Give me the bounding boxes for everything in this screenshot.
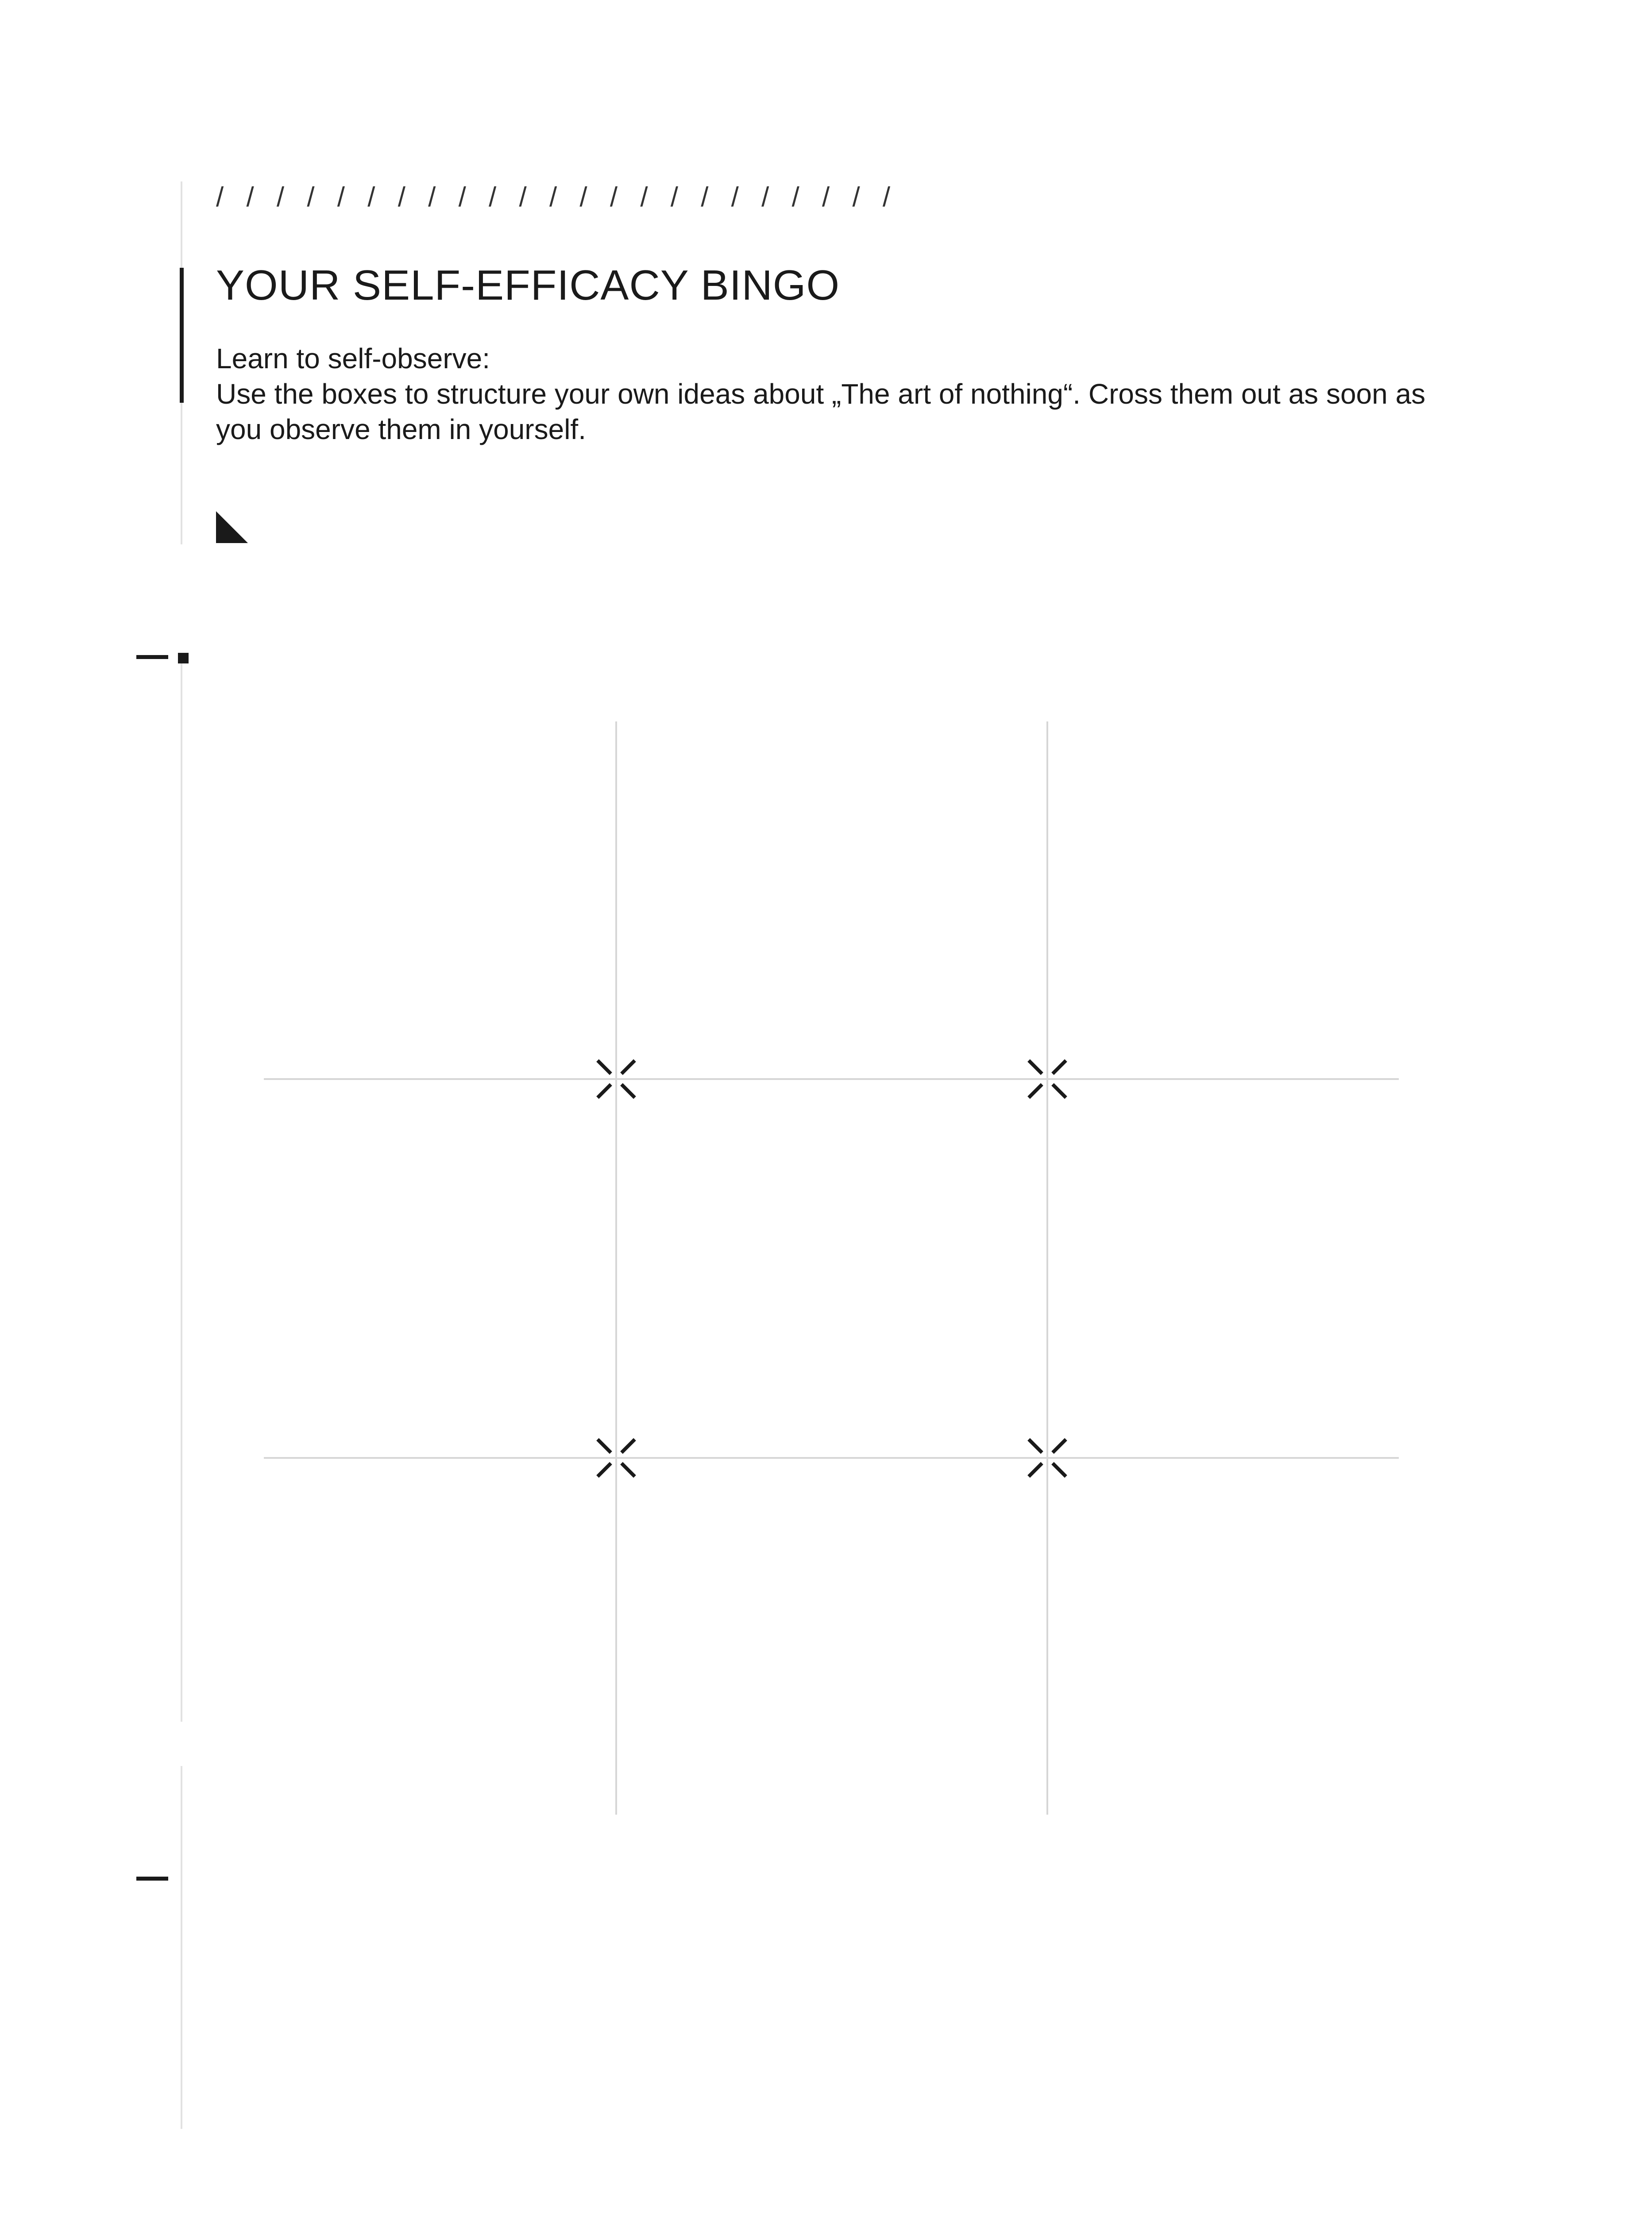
- bingo-cell[interactable]: [1048, 1459, 1399, 1815]
- title-accent-bar: [180, 268, 184, 403]
- crosshair-icon: [1026, 1437, 1069, 1479]
- bingo-cell[interactable]: [617, 1080, 1046, 1457]
- side-marker-dash: [136, 655, 168, 659]
- bingo-cell[interactable]: [617, 721, 1046, 1078]
- corner-triangle-icon: [216, 511, 248, 543]
- side-marker-dash-lower: [136, 1877, 168, 1881]
- bingo-cell[interactable]: [1048, 1080, 1399, 1457]
- page-title: YOUR SELF-EFFICACY BINGO: [216, 262, 840, 309]
- margin-rule-middle: [181, 655, 182, 1722]
- side-marker-square: [178, 653, 189, 663]
- margin-rule-bottom: [181, 1766, 182, 2129]
- crosshair-icon: [1026, 1058, 1069, 1100]
- crosshair-icon: [595, 1437, 637, 1479]
- bingo-cell[interactable]: [264, 1459, 615, 1815]
- instructions-subhead: Learn to self-observe:: [216, 343, 490, 374]
- bingo-cell[interactable]: [1048, 721, 1399, 1078]
- crosshair-icon: [595, 1058, 637, 1100]
- bingo-cell[interactable]: [264, 721, 615, 1078]
- bingo-cell[interactable]: [617, 1459, 1046, 1815]
- bingo-cell[interactable]: [264, 1080, 615, 1457]
- decorative-slashes: / / / / / / / / / / / / / / / / / / / / / / /: [216, 182, 898, 212]
- instructions-body: Use the boxes to structure your own ideas about „The art of nothing“. Cross them out as soon as you observe them in yourself.: [216, 378, 1426, 445]
